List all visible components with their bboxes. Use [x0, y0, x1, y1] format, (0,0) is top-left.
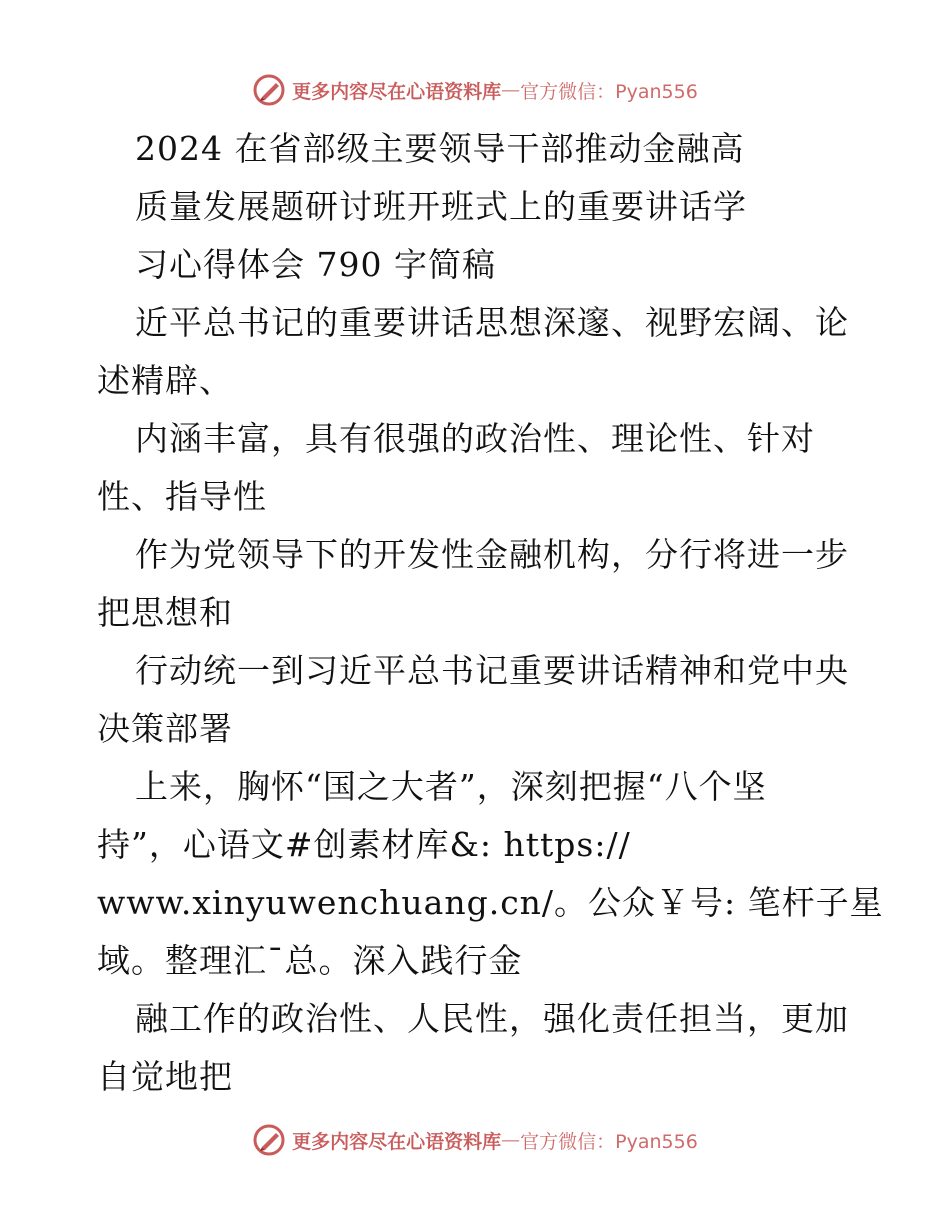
- body-line: 述精辟、: [97, 361, 233, 400]
- watermark-main-text: 更多内容尽在心语资料库: [292, 1130, 502, 1153]
- watermark-wechat-text: 官方微信：Pyan556: [520, 1130, 698, 1153]
- body-line: www.xinyuwenchuang.cn/。公众￥号: 笔杆子星: [97, 883, 884, 922]
- body-line: 决策部署: [97, 709, 233, 748]
- body-line: 自觉地把: [97, 1057, 233, 1096]
- body-line: 把思想和: [97, 593, 233, 632]
- pen-seal-icon: [252, 1123, 286, 1157]
- pen-seal-icon: [252, 73, 286, 107]
- watermark-dash: —: [501, 79, 521, 101]
- body-line: 融工作的政治性、人民性，强化责任担当，更加: [135, 999, 849, 1038]
- watermark-wechat-text: 官方微信：Pyan556: [520, 80, 698, 103]
- watermark-dash: —: [501, 1129, 521, 1151]
- footer-watermark: [0, 1122, 950, 1158]
- body-line: 域。整理汇¯总。深入践行金: [97, 941, 523, 980]
- body-line: 性、指导性: [97, 477, 267, 516]
- header-watermark: [0, 72, 950, 108]
- title-line: 质量发展题研讨班开班式上的重要讲话学: [135, 187, 747, 226]
- title-line: 2024 在省部级主要领导干部推动金融高: [135, 129, 745, 168]
- body-line: 行动统一到习近平总书记重要讲话精神和党中央: [135, 651, 849, 690]
- body-line: 近平总书记的重要讲话思想深邃、视野宏阔、论: [135, 303, 849, 342]
- body-line: 作为党领导下的开发性金融机构，分行将进一步: [135, 535, 849, 574]
- body-line: 持”，心语文#创素材库&: https://: [97, 825, 631, 864]
- title-line: 习心得体会 790 字简稿: [135, 245, 496, 284]
- watermark-main-text: 更多内容尽在心语资料库: [292, 80, 502, 103]
- document-body: [97, 120, 884, 1106]
- body-line: 上来，胸怀“国之大者”，深刻把握“八个坚: [135, 767, 767, 806]
- body-line: 内涵丰富，具有很强的政治性、理论性、针对: [135, 419, 815, 458]
